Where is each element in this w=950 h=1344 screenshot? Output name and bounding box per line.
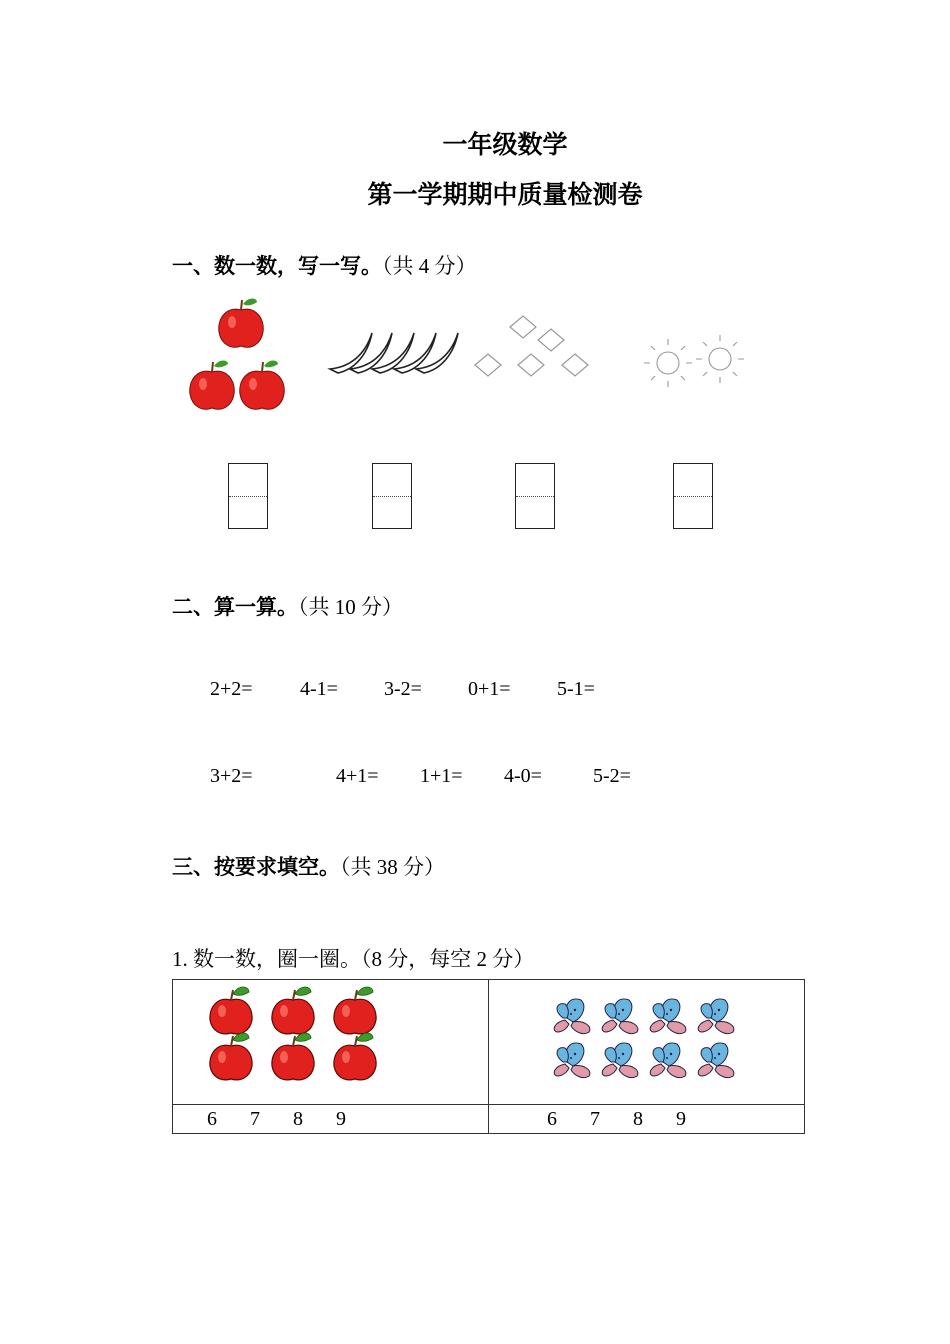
equation: 0+1= bbox=[468, 678, 511, 700]
section3-heading bbox=[172, 851, 445, 881]
choice-number[interactable]: 9 bbox=[676, 1108, 700, 1130]
equation: 4-1= bbox=[300, 678, 338, 700]
choice-number[interactable]: 8 bbox=[633, 1108, 657, 1130]
question-1-label: 1. 数一数，圈一圈。（8 分，每空 2 分） bbox=[172, 947, 535, 971]
title-line2: 第一学期期中质量检测卷 bbox=[367, 180, 643, 209]
equation: 5-2= bbox=[593, 765, 631, 787]
section2-points: （共 10 分） bbox=[298, 595, 403, 619]
apple-choices bbox=[173, 1105, 489, 1134]
equation: 4+1= bbox=[336, 765, 379, 787]
section3-title: 三、按要求填空。 bbox=[172, 855, 340, 879]
section3-points: （共 38 分） bbox=[340, 855, 445, 879]
apple-picture bbox=[173, 980, 488, 1100]
choice-number[interactable]: 7 bbox=[250, 1108, 274, 1130]
section1-title: 一、数一数，写一写。 bbox=[172, 254, 382, 278]
section1-points: （共 4 分） bbox=[382, 254, 477, 278]
write-box-suns[interactable] bbox=[673, 463, 713, 529]
write-box-diamonds[interactable] bbox=[515, 463, 555, 529]
section1-heading bbox=[172, 250, 477, 280]
banana-group bbox=[330, 333, 458, 373]
equation: 3-2= bbox=[384, 678, 422, 700]
section2-title: 二、算一算。 bbox=[172, 595, 298, 619]
section2-heading bbox=[172, 591, 403, 621]
write-box-bananas[interactable] bbox=[372, 463, 412, 529]
butterfly-picture bbox=[489, 980, 804, 1100]
write-box-apples[interactable] bbox=[228, 463, 268, 529]
count-pictures bbox=[180, 295, 760, 415]
equation: 2+2= bbox=[210, 678, 253, 700]
apple-cell bbox=[173, 980, 489, 1105]
equation: 3+2= bbox=[210, 765, 253, 787]
count-circle-table bbox=[172, 979, 805, 1134]
butterfly-choices bbox=[489, 1105, 805, 1134]
equation: 1+1= bbox=[420, 765, 463, 787]
equation: 5-1= bbox=[557, 678, 595, 700]
choice-number[interactable]: 8 bbox=[293, 1108, 317, 1130]
butterfly-cell bbox=[489, 980, 805, 1105]
choice-number[interactable]: 9 bbox=[336, 1108, 360, 1130]
apple-group bbox=[190, 299, 285, 410]
choice-number[interactable]: 6 bbox=[547, 1108, 571, 1130]
equation: 4-0= bbox=[504, 765, 542, 787]
choice-number[interactable]: 7 bbox=[590, 1108, 614, 1130]
sun-group bbox=[644, 335, 744, 387]
choice-number[interactable]: 6 bbox=[207, 1108, 231, 1130]
title-line1: 一年级数学 bbox=[442, 130, 568, 159]
diamond-group bbox=[475, 316, 588, 376]
